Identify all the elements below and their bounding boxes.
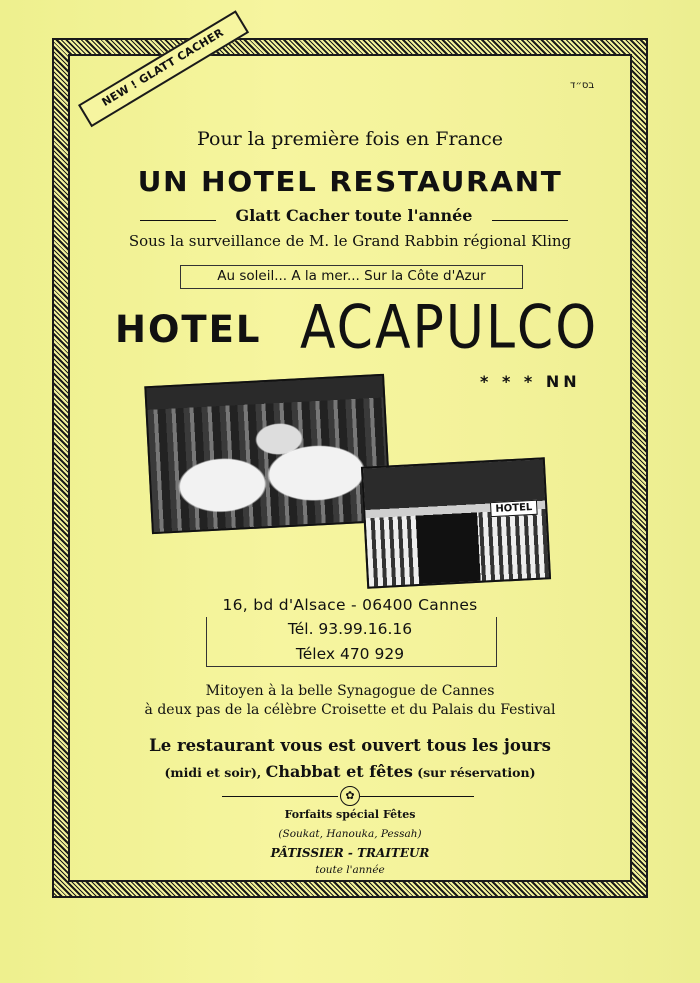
tagline-box: Au soleil... A la mer... Sur la Côte d'Azur <box>180 265 523 289</box>
headline: UN HOTEL RESTAURANT <box>137 165 563 198</box>
opening-shabbat: Chabbat et fêtes <box>265 762 413 781</box>
glatt-text <box>140 206 568 225</box>
hotel-word: HOTEL <box>115 308 262 351</box>
new-banner: NEW ! GLATT CACHER <box>78 10 249 127</box>
opening-meals: (midi et soir), <box>164 765 262 780</box>
location-line-2: à deux pas de la célèbre Croisette et du Palais du Festival <box>144 702 556 718</box>
toute-annee-text: toute l'année <box>315 864 385 876</box>
divider-left <box>222 796 338 797</box>
divider-right <box>360 796 474 797</box>
glatt-label: Glatt Cacher toute l'année <box>235 206 473 225</box>
opening-line-1: Le restaurant vous est ouvert tous les jours <box>149 736 551 755</box>
forfaits-text: Forfaits spécial Fêtes <box>284 808 416 821</box>
address: 16, bd d'Alsace - 06400 Cannes <box>222 596 478 614</box>
star-rating: * * * NN <box>480 372 581 391</box>
holidays-text: (Soukat, Hanouka, Pessah) <box>278 828 422 840</box>
opening-reservation: (sur réservation) <box>417 765 536 780</box>
patissier-text: PÂTISSIER - TRAITEUR <box>270 846 430 860</box>
ornament-icon: ✿ <box>340 786 360 806</box>
restaurant-photo <box>144 374 391 534</box>
telex: Télex 470 929 <box>295 645 405 663</box>
hebrew-mark: בס״ד <box>570 80 595 91</box>
phone: Tél. 93.99.16.16 <box>287 620 413 638</box>
intro-text: Pour la première fois en France <box>196 128 504 150</box>
opening-line-2 <box>88 762 612 781</box>
supervision-text: Sous la surveillance de M. le Grand Rabbin régional Kling <box>128 232 572 250</box>
hotel-sign: HOTEL <box>490 500 538 517</box>
hotel-name: ACAPULCO <box>300 293 599 363</box>
glatt-row <box>140 206 568 230</box>
location-line-1: Mitoyen à la belle Synagogue de Cannes <box>205 683 495 699</box>
hotel-facade-photo <box>361 457 551 588</box>
